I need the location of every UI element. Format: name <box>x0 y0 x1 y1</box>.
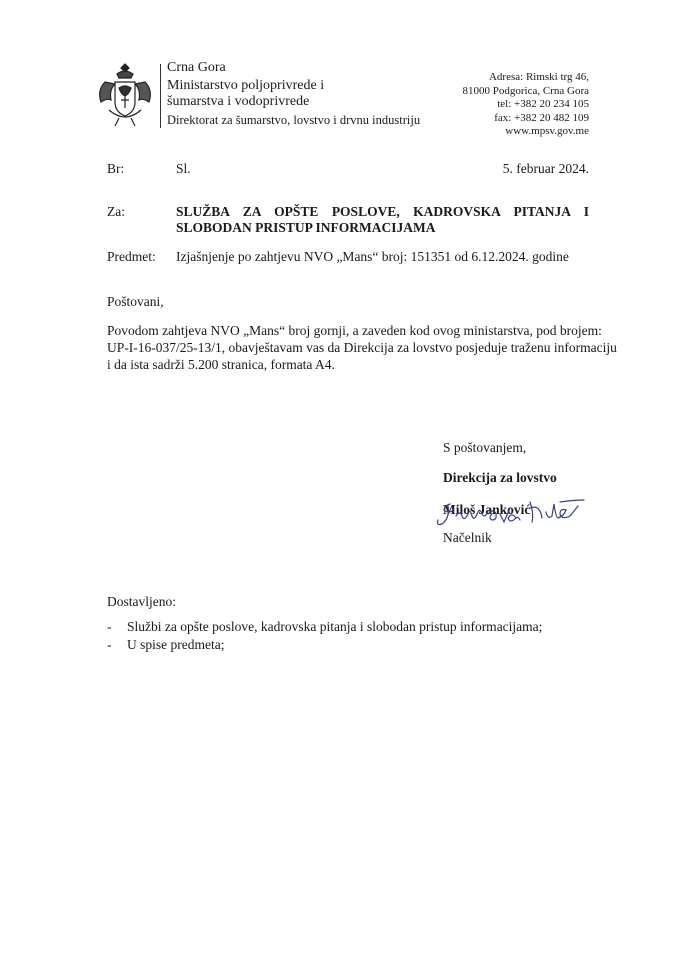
greeting: Poštovani, <box>107 294 164 309</box>
handwritten-signature <box>430 494 590 534</box>
br-value: Sl. <box>176 161 191 176</box>
body-line-2: UP-I-16-037/25-13/1, obavještavam vas da Direkcija za lovstvo posjeduje traženu informaciju <box>107 340 617 355</box>
distribution-label: Dostavljeno: <box>107 594 176 609</box>
distribution-item-text: U spise predmeta; <box>127 637 225 652</box>
recipient-line-1: SLUŽBA ZA OPŠTE POSLOVE, KADROVSKA PITANJA I <box>176 204 589 219</box>
address-block <box>463 71 589 139</box>
ministry-line-1: Ministarstvo poljoprivrede i <box>167 78 325 93</box>
country-name: Crna Gora <box>167 60 226 75</box>
signatory-organization: Direkcija za lovstvo <box>443 470 557 485</box>
address-line: Adresa: Rimski trg 46, <box>488 71 589 83</box>
bullet-dash-icon: - <box>107 637 112 652</box>
coat-of-arms-icon <box>95 60 155 130</box>
body-line-3: i da ista sadrži 5.200 stranica, formata A4. <box>107 357 335 372</box>
directorate-name: Direktorat za šumarstvo, lovstvo i drvnu industriju <box>167 113 421 127</box>
phone-line: tel: +382 20 234 105 <box>497 98 589 110</box>
signatory-title: Načelnik <box>443 530 492 545</box>
address-line: 81000 Podgorica, Crna Gora <box>462 84 589 97</box>
predmet-label: Predmet: <box>107 249 156 264</box>
body-paragraph <box>107 322 617 373</box>
distribution-item <box>107 619 542 635</box>
body-line-1: Povodom zahtjeva NVO „Mans“ broj gornji, a zaveden kod ovog ministarstva, pod brojem: <box>107 323 602 338</box>
za-label: Za: <box>107 204 125 219</box>
fax-line: fax: +382 20 482 109 <box>494 111 589 124</box>
signatory-name: Miloš Janković <box>443 502 531 517</box>
bullet-dash-icon: - <box>107 619 112 634</box>
website-link[interactable]: www.mpsv.gov.me <box>505 125 589 137</box>
recipient-line-2: SLOBODAN PRISTUP INFORMACIJAMA <box>176 220 436 235</box>
distribution-item <box>107 637 224 653</box>
document-date: 5. februar 2024. <box>502 161 589 176</box>
subject-text: Izjašnjenje po zahtjevu NVO „Mans“ broj: 151351 od 6.12.2024. godine <box>176 249 569 264</box>
closing: S poštovanjem, <box>443 440 527 455</box>
header-divider <box>160 64 161 128</box>
ministry-line-2: šumarstva i vodoprivrede <box>167 94 310 109</box>
distribution-item-text: Službi za opšte poslove, kadrovska pitanja i slobodan pristup informacijama; <box>127 619 543 634</box>
br-label: Br: <box>107 161 125 176</box>
